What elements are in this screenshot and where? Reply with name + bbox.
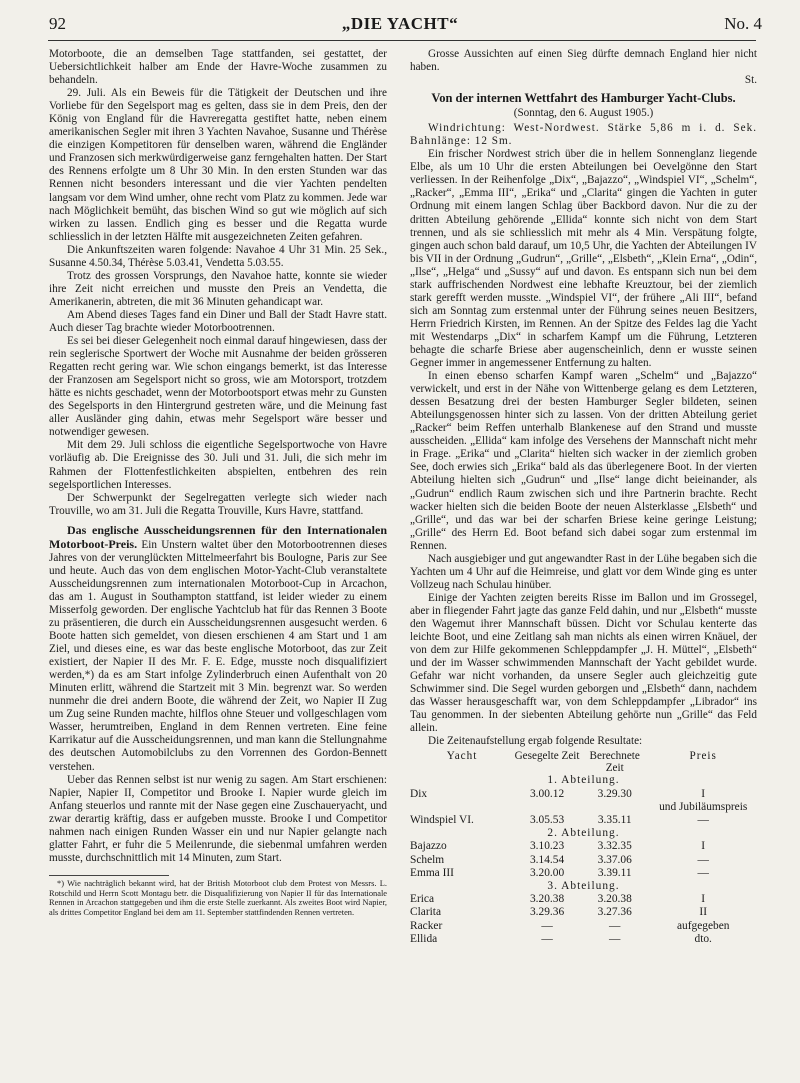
header-rule (48, 40, 756, 41)
cell-prize: — (697, 866, 709, 879)
cell-elapsed: 3.00.12 (529, 787, 565, 800)
cell-prize: und Jubiläumspreis (659, 800, 748, 813)
table-header-row (410, 750, 757, 774)
cell-elapsed: 3.29.36 (529, 906, 565, 919)
section-heading: Das englische Ausscheidungsrennen für den Internationalen Motorboot-Preis. (49, 522, 387, 551)
footnote: *) Wie nachträglich bekannt wird, hat der British Motorboot club dem Protest von Messrs. L. Rotschild und Herrn Scott Montagu betr. die Disqualifizierung von Napier II für das Internationale Rennen in Arcachon stattgegeben und ihm die erste Stelle zuerkannt. Als zweites Boot wird Napier, als drittes Competitor England bei dem am 11. September stattfindenden Rennen vertreten. (49, 878, 387, 917)
cell-yacht: Racker (410, 919, 443, 932)
table-row (410, 933, 757, 946)
column-header-elapsed: Gesegelte Zeit (514, 750, 580, 763)
cell-corrected: 3.32.35 (597, 840, 632, 853)
paragraph: In einen ebenso scharfen Kampf waren „Schelm“ und „Bajazzo“ verwickelt, und erst in der Nähe von Wittenberge gelang es dem Letzteren, dessen Besatzung drei der besten Hamburger Segler bildeten, seinen Abteilungsgenossen hinter sich zu lassen. Von der dritten Abteilung geriet „Racker“ beim Reffen unterhalb Blankenese auf den Strand und musste ausscheiden. „Ellida“ kam infolge des Versehens der Mannschaft nicht mehr in Frage. „Erika“ und „Clarita“ hielten sich wacker in der ziemlich groben See, doch erwies sich „Erika“ bald als das überlegenere Boot. In der vierten Abteilung hielten sich „Gudrun“ und „Ilse“ lange dicht beieinander, als „Gudrun“ endlich Raum zwischen sich und ihre Partnerin brachte. Recht wacker hielten sich die beiden Boote der neuen Alsterklasse „Elsbeth“ und „Grille“, und das war bei der scharfen Briese keine geringe Leistung; „Grille“ des Herrn Ed. Boot befand sich dabei sogar zum erstenmal im Rennen. (410, 370, 757, 552)
results-table (410, 750, 757, 946)
footnote-rule (49, 875, 169, 876)
group-title: 2. Abteilung. (547, 827, 620, 840)
cell-elapsed: — (541, 919, 553, 932)
section-paragraph (49, 524, 387, 774)
table-row (410, 801, 757, 814)
paragraph: Ueber das Rennen selbst ist nur wenig zu sagen. Am Start erschienen: Napier, Napier II, Competitor und Brooke I. Napier wurde gleich im Anfang steuerlos und rannte mit der Nase gegen eine Zuschaueryacht, und zwar derartig kräftig, dass er aufgeben musste. Brooke I und Competitor nahmen nach einigen Runden Wasser ein und nur Napier gelangte nach glatter Fahrt, er fuhr die 5 Meilenrunde, die siebenmal umfahren werden musste, durchschnittlich mit 14 Minuten, zum Start. (49, 773, 387, 864)
cell-yacht: Emma III (410, 866, 454, 879)
column-header-prize: Preis (689, 750, 717, 763)
page-number: 92 (49, 14, 66, 33)
paragraph: 29. Juli. Als ein Beweis für die Tätigkeit der Deutschen und ihre Vorliebe für den Segelsport mag es gelten, dass sie in dem Preis, den der König von England für die Havreregatta gestiftet hatte, neben einem amerikanischen Segler mit ihren 3 Yachten Navahoe, Susanne und Thérèse die einzigen Kompetitoren für denselben waren, während die Engländer und Franzosen sich merkwürdigerweise ganz ferngehalten hatten. Der Start des Rennens erfolgte um 8 Uhr 30 Min. In den ersten Stunden war das Rennen nicht besonders interessant und die vier Yachten pendelten langsam vor dem Wind umher, ohne recht vom Platz zu kommen. Jede war nach Möglichkeit bemüht, das bischen Wind so gut wie möglich auf sich wirken zu lassen. Endlich ging es besser und die Regatta wurde schliesslich in der letzten Hälfte mit ausgezeichneten Zeiten gefahren. (49, 87, 387, 243)
left-column (49, 48, 387, 917)
column-header-yacht: Yacht (446, 750, 478, 763)
cell-prize: — (697, 814, 709, 827)
section-text: Ein Unstern waltet über den Motorbootrennen dieses Jahres von der verunglückten Mittelmeerfahrt bis Boulogne, Paris zur See und heute. Auch das von dem englischen Motor-Yacht-Club veranstaltete Ausscheidungsrennen zum internationalen Motorboot-Cup in Arcachon, das am 1. August in Southampton stattfand, ist leider wieder zu einem Misserfolg geworden. Der englische Yachtclub hat für das Rennen 3 Boote zu präsentieren, die durch ein Ausscheidungsrennen ausgesucht werden. 6 Boote hatten sich gemeldet, von diesen erschienen 4 am Start und 1 am Ziel, und dieses eine, es war das beste englische Motorboot, das zur Zeit existiert, der Napier II des Mr. F. E. Edge, musste noch disqualifiziert werden,*) da es am Start infolge Zylinderbruch einen Aufenthalt von 20 Minuten erlitt, während die Startzeit mit 3 Min. begrenzt war. So werden nunmehr die drei andern Boote, die während der Zeit, wo Napier II Zug um Zug seine Runden machte, hilflos ohne Steuer und vollgeschlagen vom Wasser, herumtreiben, England in dem Rennen vertreten. Eine feine Karrikatur auf die Ausscheidungsrennen, und man kann die Stellungnahme des deutschen Automobilclubs zu den Vorrennen des Gordon-Bennett verstehen. (49, 538, 387, 773)
paragraph: Einige der Yachten zeigten bereits Risse im Ballon und im Grossegel, aber in fliegender Fahrt jagte das ganze Feld dahin, und nur „Elsbeth“ musste den Wagemut ihrer Mannschaft büssen. Dicht vor Schulau kenterte das leichte Boot, und eine Zeitlang sah man nichts als einen wirren Knäuel, der von dem zur Hilfe gekommenen Schleppdampfer „J. H. Müttel“, „Elsbeth“ und der im Wasser schwimmenden Mannschaft der Yacht gebildet wurde. Gefahr war nicht vorhanden, da unsere Segler auch gleichzeitig gute Schwimmer sind. Die Segel wurden geborgen und „Elsbeth“ dann, nachdem das Wasser herausgeschafft war, von dem Schleppdampfer „Librador“ ins Tau genommen. In der siebenten Abteilung gehörte nun „Grille“ das Feld allein. (410, 591, 758, 735)
cell-prize: I (701, 893, 706, 906)
paragraph: Es sei bei dieser Gelegenheit noch einmal darauf hingewiesen, dass der rein seglerische Sportwert der Woche mit Ausnahme der beiden grösseren Regatten recht gering war. Wie schon eingangs bemerkt, ist das Interesse der Franzosen am Segelsport nicht so gross, wie am Motorsport, trotzdem hätte es nichts geschadet, wenn der Motorbootsport etwas mehr zu Gunsten des Segelsports in den Hintergrund gestreten wäre, und die Meinung fast aller Ausländer ging dahin, etwas mehr Segelsport wäre besser und notwendiger gewesen. (49, 335, 387, 439)
paragraph: Nach ausgiebiger und gut angewandter Rast in der Lühe begaben sich die Yachten um 4 Uhr auf die Heimreise, und glatt vor dem Winde ging es unter Vollzeug nach Schulau hinüber. (410, 552, 757, 591)
table-intro: Die Zeitenaufstellung ergab folgende Resultate: (428, 735, 643, 748)
cell-prize: II (699, 906, 707, 919)
cell-elapsed: 3.10.23 (529, 840, 565, 853)
cell-elapsed: 3.14.54 (529, 853, 565, 866)
cell-prize: dto. (694, 932, 712, 945)
cell-yacht: Schelm (410, 853, 445, 866)
group-title: 1. Abteilung. (547, 774, 620, 787)
group-title: 3. Abteilung. (547, 880, 620, 893)
table-row (410, 920, 757, 933)
cell-yacht: Clarita (410, 906, 441, 919)
author-signature: St. (744, 74, 757, 87)
cell-corrected: — (609, 919, 621, 932)
wind-line: Windrichtung: West-Nordwest. Stärke 5,86 m i. d. Sek. Bahnlänge: 12 Sm. (410, 122, 757, 148)
right-column (410, 48, 757, 946)
table-group-row (410, 774, 757, 787)
cell-yacht: Bajazzo (410, 840, 447, 853)
column-header-corrected: Berechnete Zeit (589, 750, 640, 775)
cell-corrected: 3.39.11 (597, 866, 632, 879)
paragraph: Der Schwerpunkt der Segelregatten verlegte sich wieder nach Trouville, wo am 31. Juli die Regatta Trouville, Kurs Havre, stattfand. (49, 491, 387, 517)
journal-title: „DIE YACHT“ (341, 14, 459, 33)
table-row (410, 854, 757, 867)
table-group-row (410, 827, 757, 840)
paragraph: Motorboote, die an demselben Tage stattfanden, sei gestattet, der Uebersichtlichkeit halber am Ende der Havre-Woche zusammen zu behandeln. (49, 48, 387, 87)
cell-corrected: 3.20.38 (597, 893, 632, 906)
cell-corrected: 3.29.30 (597, 787, 632, 800)
cell-yacht: Dix (410, 787, 428, 800)
cell-prize: aufgegeben (676, 919, 730, 932)
cell-yacht (410, 801, 514, 814)
cell-corrected: 3.37.06 (597, 853, 632, 866)
cell-yacht: Erica (410, 893, 435, 906)
paragraph: Trotz des grossen Vorsprungs, den Navahoe hatte, konnte sie wieder ihre Zeit nicht erreichen und musste den Preis an Vendetta, die Amerikanerin, abtreten, die mit 36 Minuten gehandicapt war. (49, 269, 387, 308)
table-row (410, 893, 757, 906)
paragraph (410, 48, 757, 87)
cell-elapsed: 3.20.00 (529, 866, 565, 879)
table-group-row (410, 880, 757, 893)
paragraph: Die Ankunftszeiten waren folgende: Navahoe 4 Uhr 31 Min. 25 Sek., Susanne 4.50.34, Thérèse 5.03.41, Vendetta 5.03.55. (49, 243, 387, 269)
intro-text: Grosse Aussichten auf einen Sieg dürfte demnach England hier nicht haben. (410, 48, 757, 74)
table-row (410, 840, 757, 853)
cell-corrected: — (609, 932, 621, 945)
issue-number: No. 4 (724, 14, 762, 33)
paragraph: Mit dem 29. Juli schloss die eigentliche Segelsportwoche von Havre vorläufig ab. Die Ereignisse des 30. Juli und 31. Juli, die sich mehr im Rahmen der Flottenfestlichkeiten abspielten, entbehren des rein segelsportlichen Interesses. (49, 439, 387, 491)
cell-prize: I (701, 787, 706, 800)
paragraph: Am Abend dieses Tages fand ein Diner und Ball der Stadt Havre statt. Auch dieser Tag brachte wieder Motorbootrennen. (49, 308, 387, 334)
cell-elapsed: 3.05.53 (529, 814, 565, 827)
table-row (410, 788, 757, 801)
section-heading: Von der internen Wettfahrt des Hamburger Yacht-Clubs. (431, 91, 736, 106)
cell-corrected: 3.35.11 (597, 814, 632, 827)
cell-corrected: 3.27.36 (597, 906, 632, 919)
table-row (410, 867, 757, 880)
table-row (410, 906, 757, 919)
cell-elapsed: — (541, 932, 553, 945)
date-line: (Sonntag, den 6. August 1905.) (513, 107, 654, 120)
results-body (410, 774, 757, 946)
cell-prize: — (697, 853, 709, 866)
table-row (410, 814, 757, 827)
cell-elapsed (514, 801, 580, 814)
cell-yacht: Windspiel VI. (410, 814, 474, 827)
paragraph: Ein frischer Nordwest strich über die in hellem Sonnenglanz liegende Elbe, als um 10 Uhr die ersten Abteilungen bei Oevelgönne den Start verliessen. In der Reihenfolge „Dix“, „Bajazzo“, „Windspiel VI“, „Schelm“, „Racker“, „Emma III“, „Erika“ und „Clarita“ gingen die Yachten in guter Ordnung mit einem langen Schlag über Backbord davon. Nur die zu der dritten Abteilung gehörende „Ellida“ konnte sich nicht von dem Start trennen, und als sie schliesslich mit mehr als 4 Min. Verspätung folgte, gingen auch schon bald darauf, um 10,5 Uhr, die Yachten der Abteilungen IV bis VII in der Ordnung „Gudrun“, „Grille“, „Elsbeth“, „Klein Erna“, „Odin“, „Ilse“, „Helga“ und „Sussy“ auf und davon. Es entspann sich nun bei dem stark auffrischenden Nordwest eine lebhafte Kreuztour, bei der ziemlich stark gerefft werden musste. „Windspiel VI“, der frühere „Ali III“, befand sich am Sonntag zum erstenmal unter der Führung seines neuen Besitzers, Herrn Friedrich Kirsten, im Rennen. An der Spitze des Feldes lag die Yacht mit Westendarps „Dix“ in scharfem Kampf um die Führung, Letzteren behagte die scharfe Briese aber augenscheinlich, denn er wusste seinen Gegner immer in angemessener Entfernung zu halten. (410, 148, 757, 370)
cell-prize: I (701, 840, 706, 853)
cell-elapsed: 3.20.38 (529, 893, 565, 906)
cell-yacht: Ellida (410, 932, 438, 945)
cell-corrected (580, 801, 649, 814)
